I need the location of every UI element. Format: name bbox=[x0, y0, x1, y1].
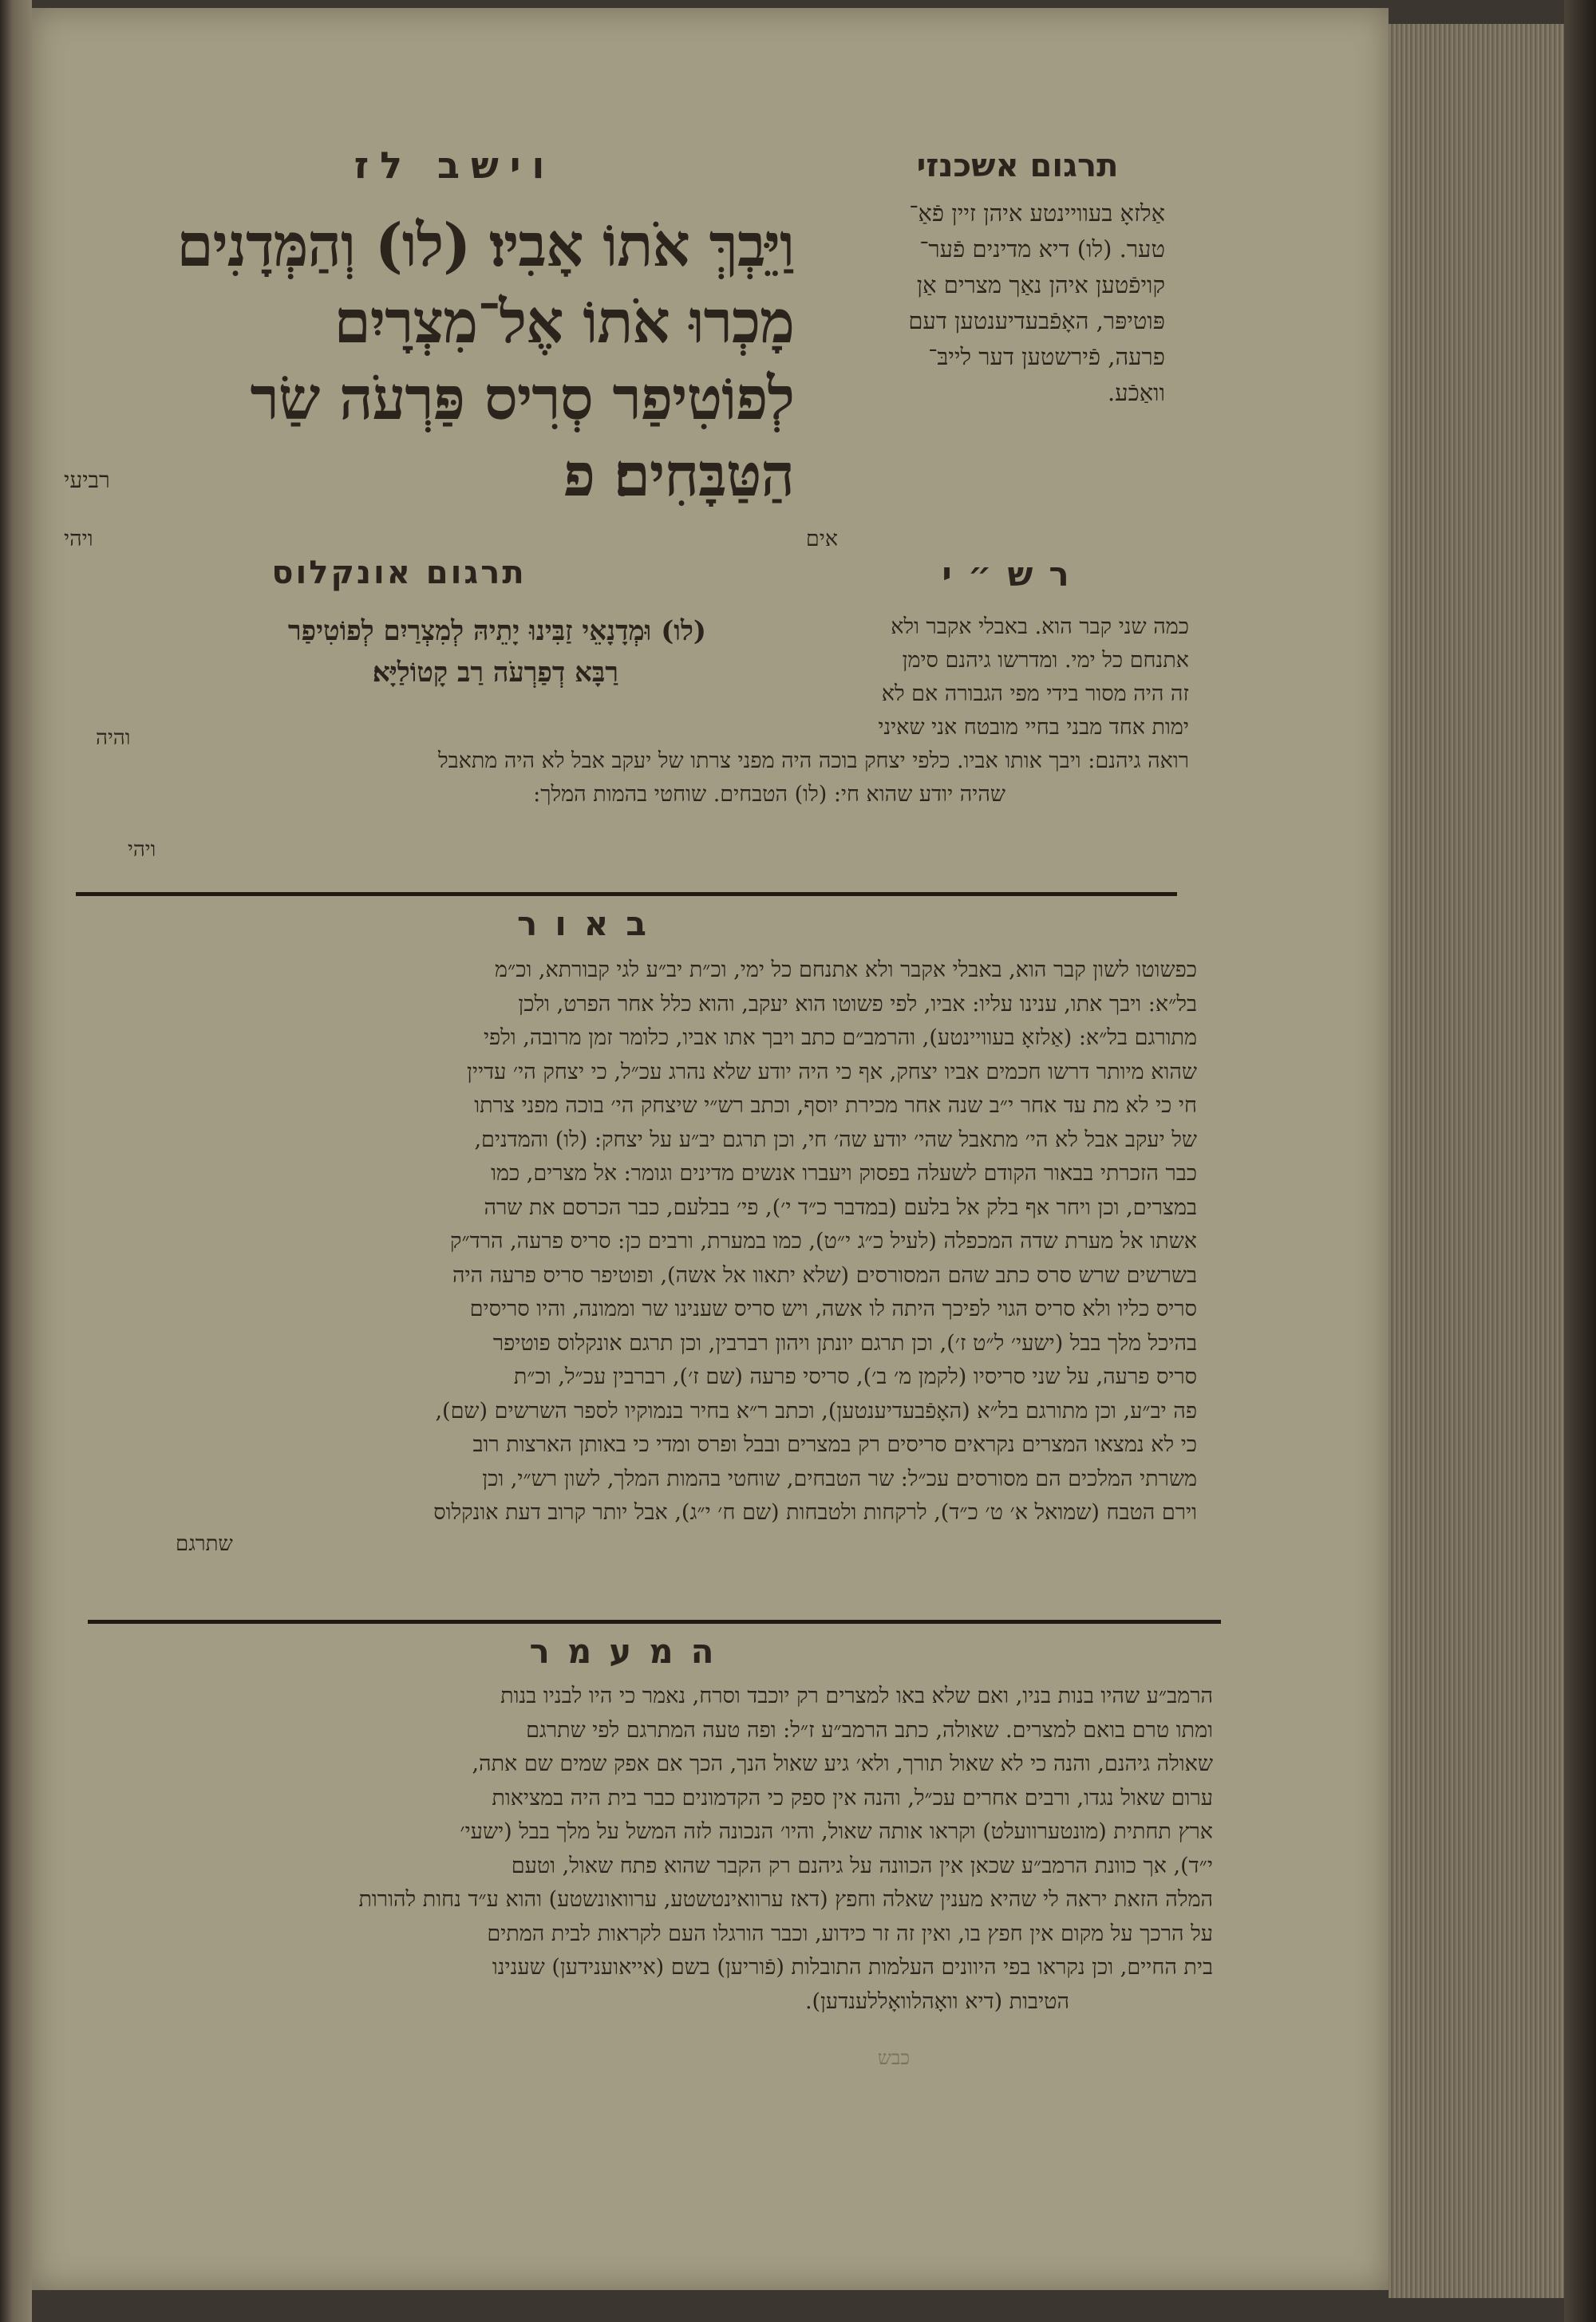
hameamer-line: בית החיים, וכן נקראו בפי היוונים העלמות התובלות (פֿוריען) בשם (אייאוענידען) שענינו bbox=[492, 1955, 1213, 1980]
rashi-line: כמה שני קבר הוא. באבלי אקבר ולא bbox=[891, 614, 1189, 639]
book-binding-edge bbox=[1564, 0, 1596, 2322]
biur-line: בהיכל מלך בבל (ישעי׳ ל״ט ז׳), וכן תרגם יונתן ויהון רברבין, וכן תרגם אונקלוס פוטיפר bbox=[492, 1330, 1197, 1356]
verse-marker: רביעי bbox=[64, 467, 110, 493]
hameamer-line: שאולה גיהנם, והנה כי לא שאול תורך, ולא׳ גיע שאול הנך, הכך אם אפק שמים שם אתה, bbox=[472, 1751, 1213, 1776]
hameamer-line: על הרכך על מקום אין חפץ בו, ואין זה זר כידוע, וכבר הורגלו העם לקראות לבית המתים bbox=[487, 1921, 1213, 1946]
section-divider bbox=[76, 892, 1177, 896]
hameamer-line: הטיבות (דיא וואָהלוואָללענדען). bbox=[804, 1988, 1069, 2014]
yiddish-line: פרעה, פֿירשטען דער לייבּ־ bbox=[928, 343, 1165, 370]
biur-line: מתורגם בל״א: (אַלזאָ בעוויינטע), והרמב״ם כתב ויבך אתו אביו, כלומר זמן מרובה, ולפי bbox=[483, 1025, 1197, 1050]
biur-line: כבר הזכרתי בבאור הקודם לשעלה בפסוק ויעברו אנשים מדינים וגומר: אל מצרים, כמו bbox=[491, 1161, 1197, 1186]
biur-line: סריס פרעה, על שני סריסיו (לקמן מ׳ ב׳), סריסי פרעה (שם ז׳), רברבין עכ״ל, וכ״ת bbox=[513, 1364, 1197, 1389]
side-catchword-vayehi: ויהי bbox=[128, 838, 156, 862]
rashi-header: רש״י bbox=[942, 555, 1085, 594]
biur-line: אשתו אל מערת שדה המכפלה (לעיל כ״ג י״ט), כמו במערת, ורבים כן: סריס פרעה, הרד״ק bbox=[450, 1229, 1197, 1254]
hameamer-line: ומתו טרם בואם למצרים. שאולה, כתב הרמב״ע ז״ל: ופה טעה המתרגם לפי שתרגם bbox=[526, 1717, 1213, 1743]
yiddish-line: טער. (לו) דיא מדינים פֿער־ bbox=[919, 235, 1165, 263]
rashi-marker: אים bbox=[805, 527, 839, 551]
biur-line: חי כי לא מת עד אחר י״ב שנה אחר מכירת יוסף, וכתב רש״י שיצחק הי׳ בוכה מפני צרתו bbox=[474, 1093, 1197, 1118]
biur-line: במצרים, וכן ויחר אף בלק אל בלעם (במדבר כ״ד י׳), פי׳ בבלעם, כבר הכרסם את שרה bbox=[484, 1195, 1197, 1220]
hameamer-line: ערום שאול נגדו, ורבים אחרים עכ״ל, והנה אין ספק כי הקדמונים כבר בית היה במציאות bbox=[492, 1785, 1213, 1811]
left-page-edge bbox=[0, 0, 32, 2322]
biur-text bbox=[80, 954, 1197, 1530]
yiddish-line: וואַכֿע. bbox=[1107, 379, 1165, 406]
biur-line: משרתי המלכים הם מסורסים עכ״ל: שר הטבחים, שוחטי בהמות המלך, לשון רש״י, וכן bbox=[482, 1466, 1197, 1491]
rashi-line: ימות אחד מבני בחיי מובטח אני שאיני bbox=[878, 715, 1189, 740]
rashi-line: רואה גיהנם: ויבך אותו אביו. כלפי יצחק בוכה היה מפני צרתו של יעקב אבל לא היה מתאבל bbox=[438, 748, 1189, 773]
rashi-text bbox=[710, 610, 1189, 744]
running-head-left: תרגום אשכנזי bbox=[916, 148, 1119, 184]
hameamer-line: הרמב״ע שהיו בנות בניו, ואם שלא באו למצרים רק יוכבד וסרח, נאמר כי היו לבניו בנות bbox=[500, 1684, 1213, 1708]
hameamer-line: ארץ תחתית (מונטערוועלט) וקראו אותה שאול, והיו׳ הנכונה לזה המשל על מלך בבל (ישעי׳ bbox=[460, 1819, 1213, 1844]
biur-header: באור bbox=[517, 904, 664, 943]
side-catchword-vehaya: והיה bbox=[96, 726, 131, 750]
book-page bbox=[32, 8, 1389, 2290]
biur-line: בל״א: ויבך אתו, ענינו עליו: אביו, לפי פשוטו הוא יעקב, והוא כלל אחר הפרט, ולכן bbox=[518, 991, 1197, 1017]
verse-text bbox=[56, 207, 794, 514]
rashi-line: אתנחם כל ימי. ומדרשו גיהנם סימן bbox=[902, 648, 1189, 673]
onkelos-text bbox=[80, 610, 706, 693]
onkelos-header: תרגום אונקלוס bbox=[271, 555, 527, 591]
biur-line: בשרשים שרש סרס כתב שהם המסורסים (שלא יתאוו אל אשה), ופוטיפר סריס פרעה היה bbox=[452, 1262, 1197, 1288]
yiddish-line: פּוטיפּר, האָפֿבעדיענטען דעם bbox=[908, 307, 1165, 334]
hameamer-header: המעמר bbox=[529, 1632, 732, 1671]
biur-line: פה יב״ע, וכן מתורגם בל״א (האָפֿבעדיענטען), וכתב ר״א בחיר בנמוקיו לספר השרשים (שם), bbox=[435, 1398, 1197, 1424]
rashi-line: זה היה מסור בידי מפי הגבורה אם לא bbox=[881, 681, 1189, 706]
yiddish-line: קויפֿטען איהן נאַך מצרים אַן bbox=[916, 271, 1165, 298]
hameamer-text bbox=[96, 1680, 1213, 2019]
verse-line: וַיֵּבְךְּ אֹתוֹ אָבִיו׃ (לו) וְהַמְּדָנִים bbox=[176, 211, 794, 280]
verse-line: הַטַּבָּחִים׃ פ bbox=[563, 441, 794, 510]
biur-line: סריס כליו ולא סריס הגוי לפיכך היתה לו אשה, ויש סריס שענינו שר וממונה, והיו סריסים bbox=[469, 1297, 1197, 1321]
rashi-text-continued bbox=[80, 744, 1189, 812]
biur-line: של יעקב אבל לא הי׳ מתאבל שהי׳ יודע שה׳ חי, וכן תרגם יב״ע על יצחק: (לו) והמדנים, bbox=[474, 1127, 1197, 1152]
footer-catchword: כבש bbox=[877, 2047, 911, 2069]
onkelos-line: רַבָּא דְפַרְעֹה רַב קָטוֹלַיָּא׃ bbox=[373, 657, 618, 689]
biur-line: וירם הטבח (שמואל א׳ ט׳ כ״ד), לרקחות ולטבחות (שם ח׳ י״ג), אבל יותר קרוב דעת אונקלוס bbox=[433, 1500, 1197, 1525]
running-head-right: וישב לז bbox=[354, 144, 556, 187]
biur-catchword: שתרגם bbox=[176, 1532, 233, 1556]
rashi-line: שהיה יודע שהוא חי: (לו) הטבחים. שוחטי בהמות המלך: bbox=[533, 782, 1005, 807]
section-divider bbox=[88, 1620, 1221, 1624]
yiddish-line: אַלזאָ בעוויינטע איהן זיין פֿאַ־ bbox=[909, 199, 1165, 227]
biur-line: כי לא נמצאו המצרים נקראים סריסים רק במצרים ובבל ופרס ומדי כי באותן הארצות רוב bbox=[472, 1432, 1197, 1457]
hameamer-line: י״ד), אך כוונת הרמב״ע שכאן אין הכוונה על גיהנם רק הקבר שהוא פתח שאול, וטעם bbox=[511, 1853, 1213, 1878]
yiddish-translation bbox=[798, 195, 1165, 411]
book-fore-edge bbox=[1389, 24, 1580, 2298]
biur-line: כפשוטו לשון קבר הוא, באבלי אקבר ולא אתנחם כל ימי, וכ״ת יב״ע לגי קבורתא, וכ״מ bbox=[494, 958, 1197, 982]
onkelos-line: (לו) וּמְדָנָאֵי זַבִּינוּ יָתֵיהּ לְמִצְרַיִם לְפוֹטִיפַר bbox=[287, 615, 706, 647]
verse-line: לְפוֹטִיפַר סְרִיס פַּרְעֹה שַׂר bbox=[250, 365, 794, 433]
catchword-top: ויהי bbox=[64, 527, 93, 551]
verse-line: מָכְרוּ אֹתוֹ אֶל־מִצְרָיִם bbox=[334, 288, 794, 357]
biur-line: שהוא מיותר דרשו חכמים אביו יצחק, אף כי היה יודע שלא נהרג עכ״ל, כי יצחק הי׳ עדיין bbox=[467, 1059, 1197, 1084]
hameamer-line: המלה הזאת יראה לי שהיא מענין שאלה וחפץ (דאז ערוואינטשטע, ערוואונשטע) והוא ע״ד נחות להורות bbox=[358, 1887, 1213, 1912]
